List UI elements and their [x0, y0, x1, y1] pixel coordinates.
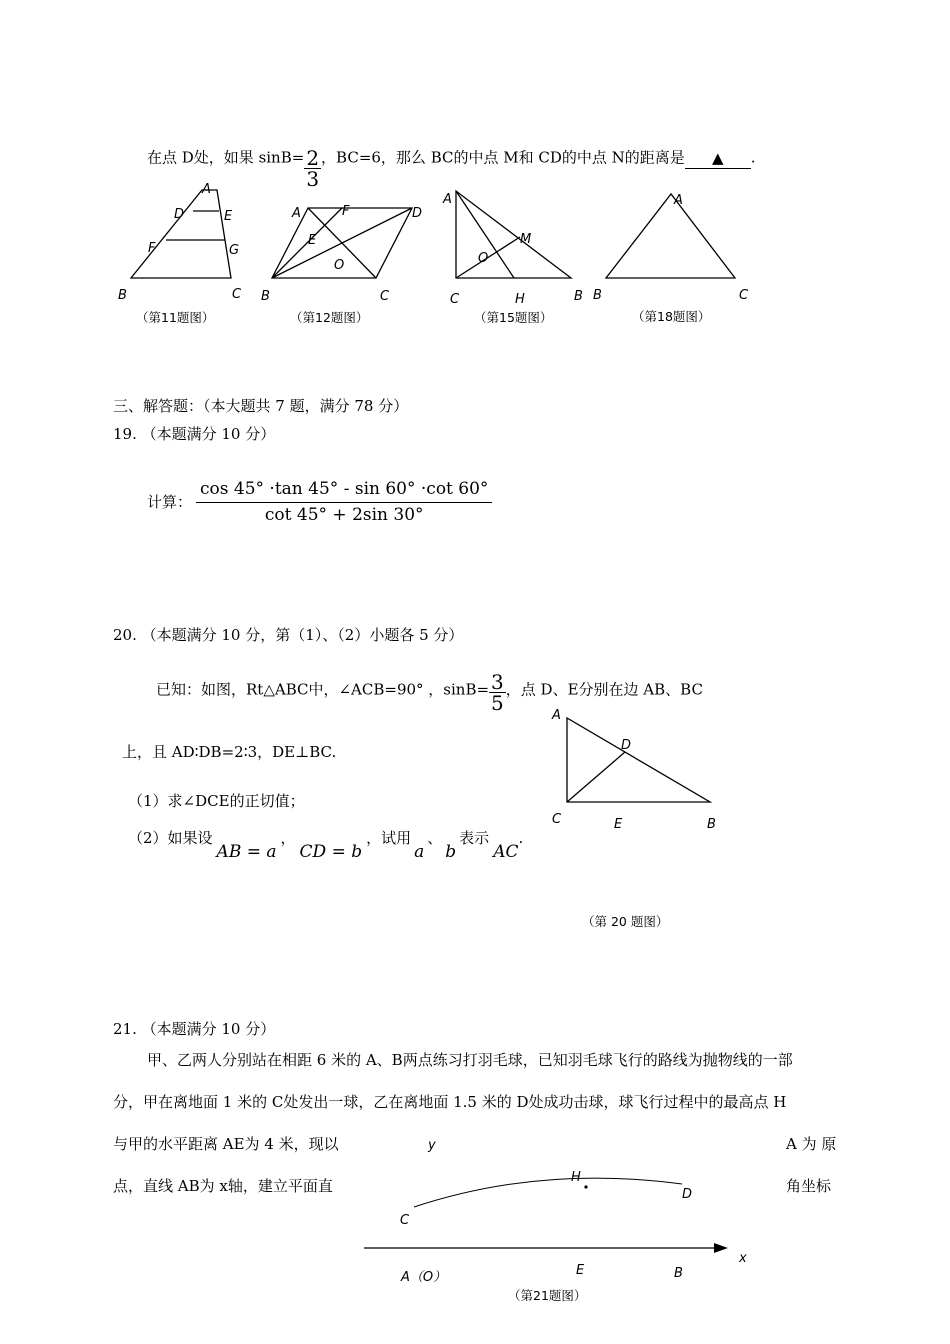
f21-label-ao: A（O）: [401, 1270, 447, 1285]
q21-line4-left: 点，直线 AB为 x轴，建立平面直: [113, 1177, 333, 1195]
q20-caption: （第 20 题图）: [582, 914, 669, 929]
f21-label-c: C: [400, 1213, 410, 1228]
q21-caption: （第21题图）: [508, 1288, 587, 1303]
q21-header: 21. （本题满分 10 分）: [113, 1020, 276, 1038]
f11-label-e: E: [224, 209, 233, 224]
f15-label-c: C: [450, 292, 460, 307]
f11-label-f: F: [148, 241, 156, 256]
f21-label-e: E: [576, 1263, 585, 1278]
q20-sep: 、: [427, 829, 443, 847]
q20-vector-ab: AB = a: [216, 842, 277, 862]
f20-label-c: C: [552, 812, 562, 827]
f11-label-b: B: [118, 288, 127, 303]
q20-vector-cd: CD = b: [299, 842, 363, 862]
fig20-triangle: [567, 718, 710, 802]
q18-frac-num: 2: [306, 146, 320, 170]
fig11-trapezoid: [131, 190, 231, 278]
f12-caption: （第12题图）: [290, 310, 369, 325]
f18-caption: （第18题图）: [632, 309, 711, 324]
q20-line1: [156, 670, 703, 715]
q19-prompt: 计算：: [147, 493, 193, 511]
f12-label-f: F: [342, 204, 350, 219]
f12-label-d: D: [412, 206, 423, 221]
f18-label-b: B: [593, 288, 602, 303]
fig12-bf-line: [272, 208, 345, 278]
f21-label-y: y: [428, 1138, 436, 1153]
f21-label-x: x: [739, 1251, 747, 1266]
fig20-cd-line: [567, 752, 625, 802]
f21-label-d: D: [682, 1187, 693, 1202]
f15-label-o: O: [478, 251, 489, 266]
fig21-point-h: [584, 1185, 587, 1188]
q19-header: 19. （本题满分 10 分）: [113, 425, 276, 443]
q20-line1-post: ，点 D、E分别在边 AB、BC: [505, 680, 703, 699]
section3-heading: 三、解答题：（本大题共 7 题，满分 78 分）: [113, 397, 409, 415]
q18-end: .: [750, 148, 756, 167]
q21-line3-right: A 为 原: [786, 1135, 837, 1153]
answer-blank: [685, 148, 751, 169]
f15-label-a: A: [443, 192, 452, 207]
q20-line1-pre: 已知：如图，Rt△ABC中，∠ACB=90° ，sinB=: [156, 680, 490, 699]
q20-line2: 上，且 AD∶DB=2∶3，DE⊥BC.: [122, 743, 337, 761]
fig21-x-arrowhead: [714, 1243, 728, 1253]
q20-header: 20. （本题满分 10 分，第（1）、（2）小题各 5 分）: [113, 626, 464, 644]
f20-label-d: D: [621, 738, 632, 753]
q19-numerator: cos 45° ·tan 45° - sin 60° ·cot 60°: [196, 479, 492, 503]
q20-frac-den: 5: [491, 691, 504, 715]
f20-label-e: E: [614, 817, 623, 832]
f15-caption: （第15题图）: [474, 310, 553, 325]
f12-label-e: E: [308, 233, 317, 248]
q20-vector-ac: AC: [493, 842, 519, 862]
q21-line3-left: 与甲的水平距离 AE为 4 米，现以: [113, 1135, 339, 1153]
q20-vector-b: b: [445, 842, 457, 862]
q20-sin-fraction: [489, 672, 506, 713]
f15-label-m: M: [520, 232, 532, 247]
q19-expression: [147, 479, 492, 525]
f12-label-b: B: [261, 289, 270, 304]
f12-label-o: O: [334, 258, 345, 273]
f11-label-g: G: [229, 243, 240, 258]
q19-denominator: cot 45° + 2sin 30°: [264, 505, 424, 525]
f21-label-b: B: [674, 1266, 683, 1281]
q20-part2-pre: （2）如果设: [128, 829, 213, 847]
f12-label-c: C: [380, 289, 390, 304]
q20-part2: （2）如果设AB = a，CD = b，试用a、b表示AC.: [128, 829, 524, 862]
q19-fraction: [196, 479, 492, 525]
f11-label-a: A: [202, 182, 211, 197]
f15-label-b: B: [574, 289, 583, 304]
q21-line1: 甲、乙两人分别站在相距 6 米的 A、B两点练习打羽毛球，已知羽毛球飞行的路线为抛物线的一部: [147, 1051, 793, 1069]
blank-triangle-mark: ▲: [712, 148, 724, 167]
f20-label-b: B: [707, 817, 716, 832]
f18-label-c: C: [739, 288, 749, 303]
f21-label-h: H: [571, 1170, 581, 1185]
q20-vector-a: a: [414, 842, 425, 862]
fig18-triangle: [606, 194, 735, 278]
q18-line: [147, 138, 756, 191]
q20-part2-show: 表示: [459, 829, 490, 847]
fig15-triangle: [456, 191, 571, 278]
f11-label-c: C: [232, 287, 242, 302]
f20-label-a: A: [552, 708, 561, 723]
f15-label-h: H: [515, 292, 525, 307]
f11-label-d: D: [174, 207, 185, 222]
q21-line2: 分，甲在离地面 1 米的 C处发出一球，乙在离地面 1.5 米的 D处成功击球，球飞行过程中的最高点 H: [113, 1093, 787, 1111]
f18-label-a: A: [674, 193, 683, 208]
q20-part1: （1）求∠DCE的正切值；: [128, 792, 305, 810]
q18-pre: 在点 D处，如果 sinB=: [147, 148, 305, 167]
f11-caption: （第11题图）: [136, 310, 215, 325]
q18-mid: ，BC=6，那么 BC的中点 M和 CD的中点 N的距离是: [321, 148, 685, 167]
q20-part2-mid: ，试用: [366, 829, 412, 847]
f12-label-a: A: [292, 206, 301, 221]
q18-fraction: [304, 148, 321, 189]
q20-frac-num: 3: [491, 670, 504, 694]
q21-line4-right: 角坐标: [786, 1177, 832, 1195]
fig21-parabola: [414, 1178, 682, 1207]
q18-frac-den: 3: [306, 167, 320, 191]
